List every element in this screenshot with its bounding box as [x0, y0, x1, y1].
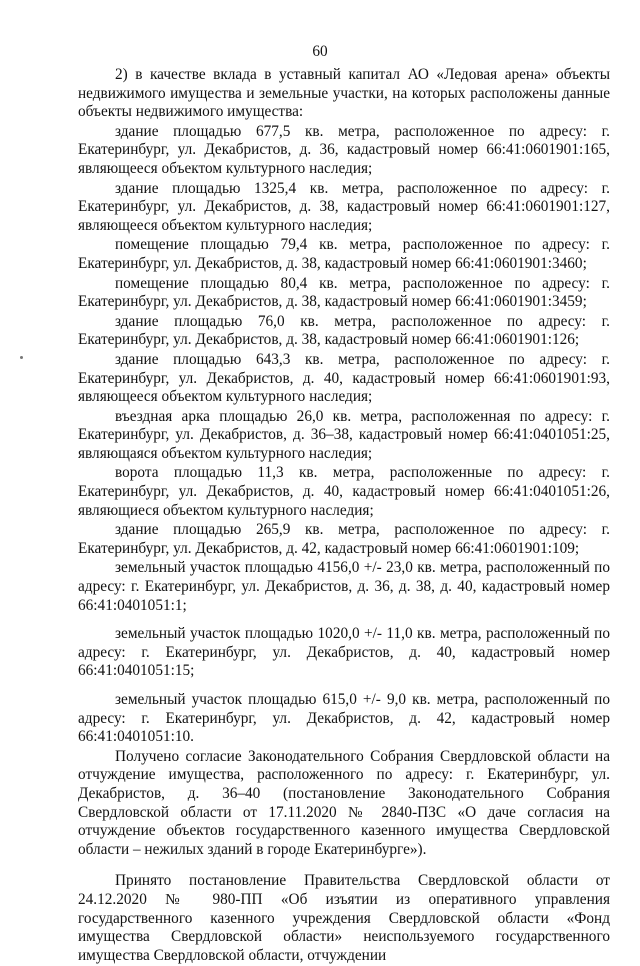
paragraph-resolution: Принято постановление Правительства Свердловской области от 24.12.2020 № 980-ПП «Об изъятии из оперативного управления государственного казенного учреждения Свердловской области «Фонд имущества Свердловской области» неиспользуемого государственного имущества Свердловской области, отчуждении: [78, 872, 610, 964]
page-number: 60: [312, 43, 328, 60]
paragraph-building-42: здание площадью 265,9 кв. метра, расположенное по адресу: г. Екатеринбург, ул. Декабристов, д. 42, кадастровый номер 66:41:0601901:109;: [78, 521, 610, 557]
margin-mark: [20, 356, 23, 359]
paragraph-entrance-arch: въездная арка площадью 26,0 кв. метра, расположенная по адресу: г. Екатеринбург, ул. Декабристов, д. 36–38, кадастровый номер 66:41:0401051:25, являющаяся объектом культурного наследия;: [78, 407, 610, 462]
paragraph-building-126: здание площадью 76,0 кв. метра, расположенное по адресу: г. Екатеринбург, ул. Декабристов, д. 38, кадастровый номер 66:41:0601901:126;: [78, 312, 610, 349]
paragraph-land-plot-15: земельный участок площадью 1020,0 +/- 11,0 кв. метра, расположенный по адресу: г. Екатеринбург, ул. Декабристов, д. 40, кадастровый номер 66:41:0401051:15;: [78, 625, 610, 680]
document-body: [78, 66, 610, 966]
paragraph-land-plot-10: земельный участок площадью 615,0 +/- 9,0 кв. метра, расположенный по адресу: г. Екатеринбург, ул. Декабристов, д. 42, кадастровый номер 66:41:0401051:10.: [78, 691, 610, 746]
paragraph-land-plot-1: земельный участок площадью 4156,0 +/- 23,0 кв. метра, расположенный по адресу: г. Екатеринбург, ул. Декабристов, д. 36, д. 38, д. 40, кадастровый номер 66:41:0401051:1;: [78, 559, 610, 614]
paragraph-premises-3459: помещение площадью 80,4 кв. метра, расположенное по адресу: г. Екатеринбург, ул. Декабристов, д. 38, кадастровый номер 66:41:0601901:3459;: [78, 274, 610, 311]
paragraph-consent: Получено согласие Законодательного Собрания Свердловской области на отчуждение имущества, расположенного по адресу: г. Екатеринбург, ул. Декабристов, д. 36–40 (постановление Законодательного Собрания Свердловской области от 17.11.2020 № 2840-ПЗС «О даче согласия на отчуждение объектов государственного казенного имущества Свердловской области – нежилых зданий в городе Екатеринбурге»).: [78, 747, 610, 858]
paragraph-gates: ворота площадью 11,3 кв. метра, расположенные по адресу: г. Екатеринбург, ул. Декабристов, д. 40, кадастровый номер 66:41:0401051:26, являющиеся объектом культурного наследия;: [78, 464, 610, 519]
paragraph-building-36: здание площадью 677,5 кв. метра, расположенное по адресу: г. Екатеринбург, ул. Декабристов, д. 36, кадастровый номер 66:41:0601901:165, являющееся объектом культурного наследия;: [78, 122, 610, 177]
paragraph-building-40: здание площадью 643,3 кв. метра, расположенное по адресу: г. Екатеринбург, ул. Декабристов, д. 40, кадастровый номер 66:41:0601901:93, являющееся объектом культурного наследия;: [78, 350, 610, 406]
paragraph-premises-3460: помещение площадью 79,4 кв. метра, расположенное по адресу: г. Екатеринбург, ул. Декабристов, д. 38, кадастровый номер 66:41:0601901:3460;: [78, 236, 610, 272]
paragraph-contribution-intro: 2) в качестве вклада в уставный капитал АО «Ледовая арена» объекты недвижимого имущества и земельные участки, на которых расположены данные объекты недвижимого имущества:: [78, 66, 610, 121]
paragraph-building-38: здание площадью 1325,4 кв. метра, расположенное по адресу: г. Екатеринбург, ул. Декабристов, д. 38, кадастровый номер 66:41:0601901:127, являющееся объектом культурного наследия;: [78, 179, 610, 234]
